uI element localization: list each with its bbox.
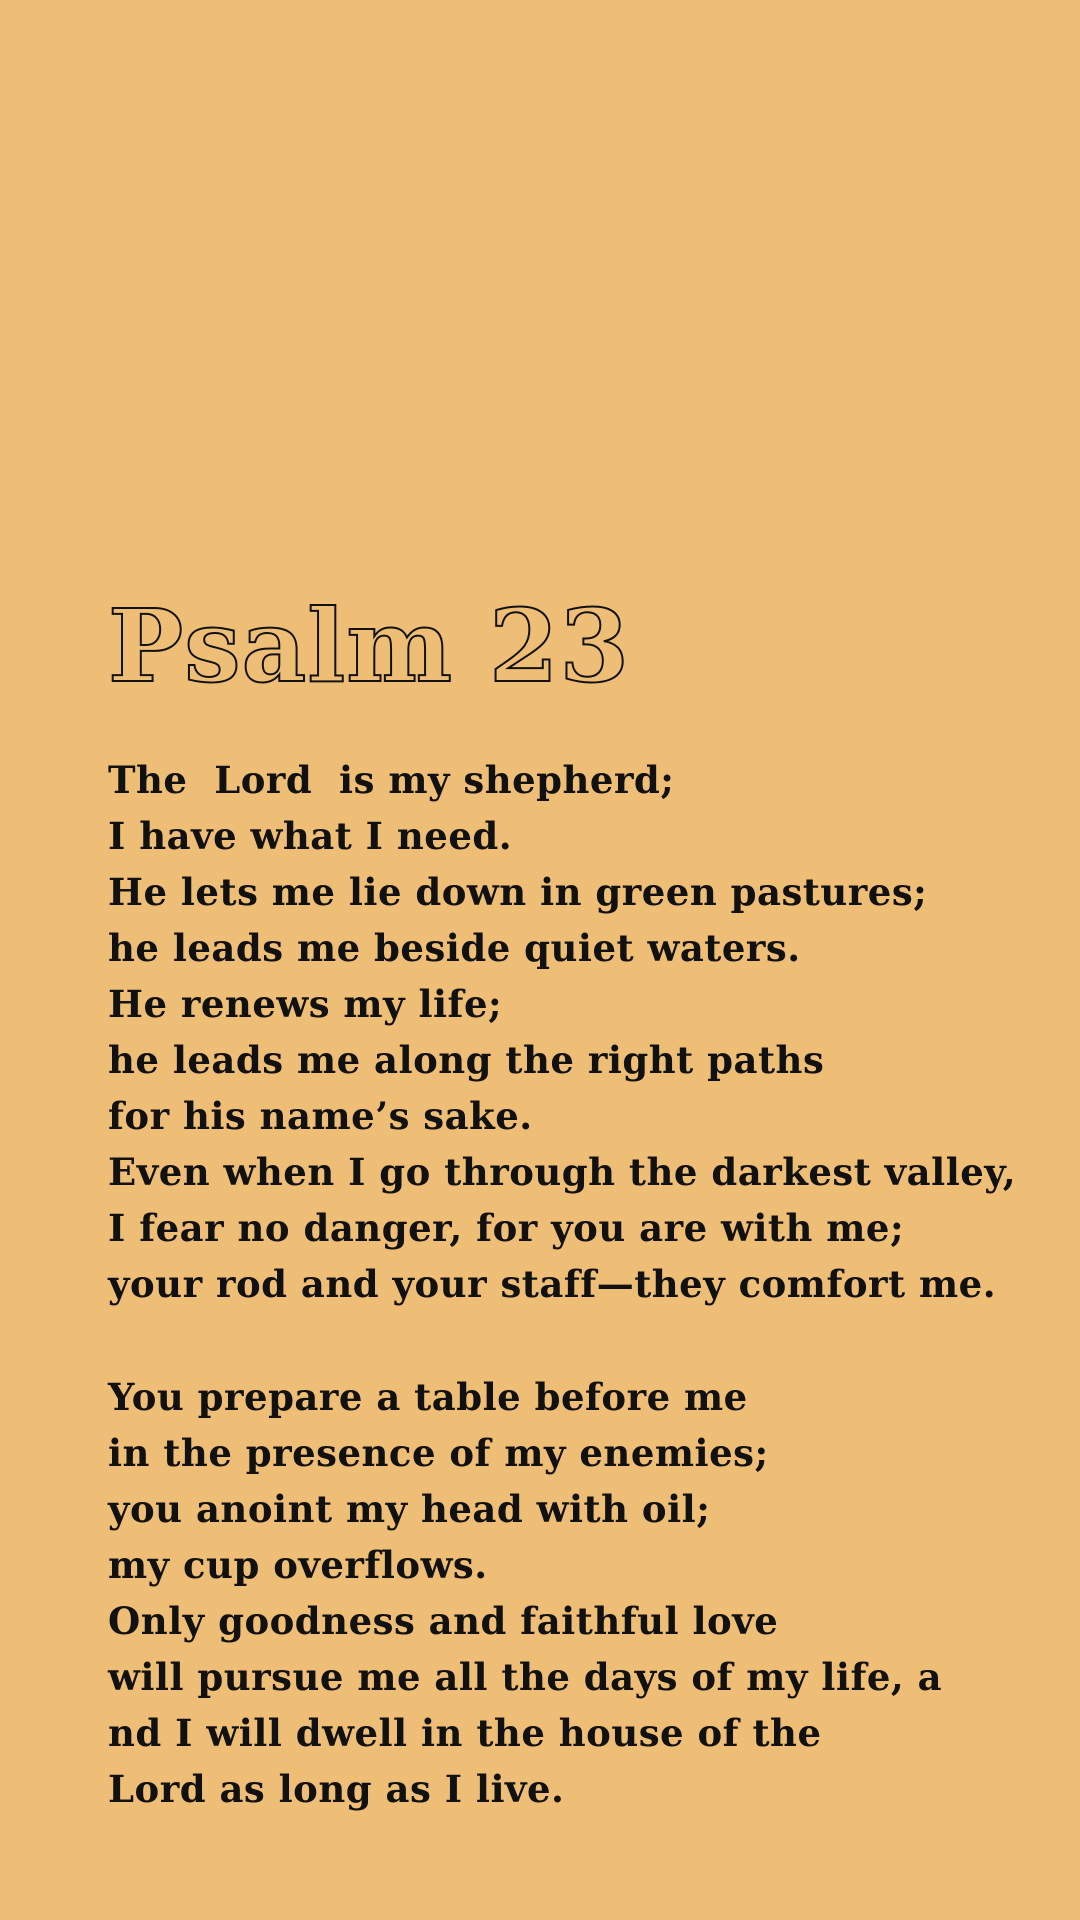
stanza-1 <box>108 752 1028 1312</box>
page-title: Psalm 23 <box>108 587 631 705</box>
verse-line: The Lord is my shepherd; <box>108 758 675 802</box>
verse-line: You prepare a table before me <box>108 1375 748 1419</box>
verse-line: my cup overflows. <box>108 1543 488 1587</box>
verse-line: for his name’s sake. <box>108 1094 533 1138</box>
verse-line: nd I will dwell in the house of the <box>108 1711 822 1755</box>
verse-line: you anoint my head with oil; <box>108 1487 711 1531</box>
verse-line: I fear no danger, for you are with me; <box>108 1206 905 1250</box>
verse-line: Lord as long as I live. <box>108 1767 565 1811</box>
stanza-2 <box>108 1369 1028 1817</box>
verse-line: Even when I go through the darkest valley, <box>108 1150 1017 1194</box>
verse-line: I have what I need. <box>108 814 513 858</box>
verse-line: he leads me along the right paths <box>108 1038 825 1082</box>
verse-line: in the presence of my enemies; <box>108 1431 769 1475</box>
verse-line: Only goodness and faithful love <box>108 1599 779 1643</box>
verse-line: He lets me lie down in green pastures; <box>108 870 928 914</box>
verse-line: your rod and your staff—they comfort me. <box>108 1262 997 1306</box>
verse-line: he leads me beside quiet waters. <box>108 926 801 970</box>
verse-line: He renews my life; <box>108 982 503 1026</box>
verse-line: will pursue me all the days of my life, a <box>108 1655 943 1699</box>
